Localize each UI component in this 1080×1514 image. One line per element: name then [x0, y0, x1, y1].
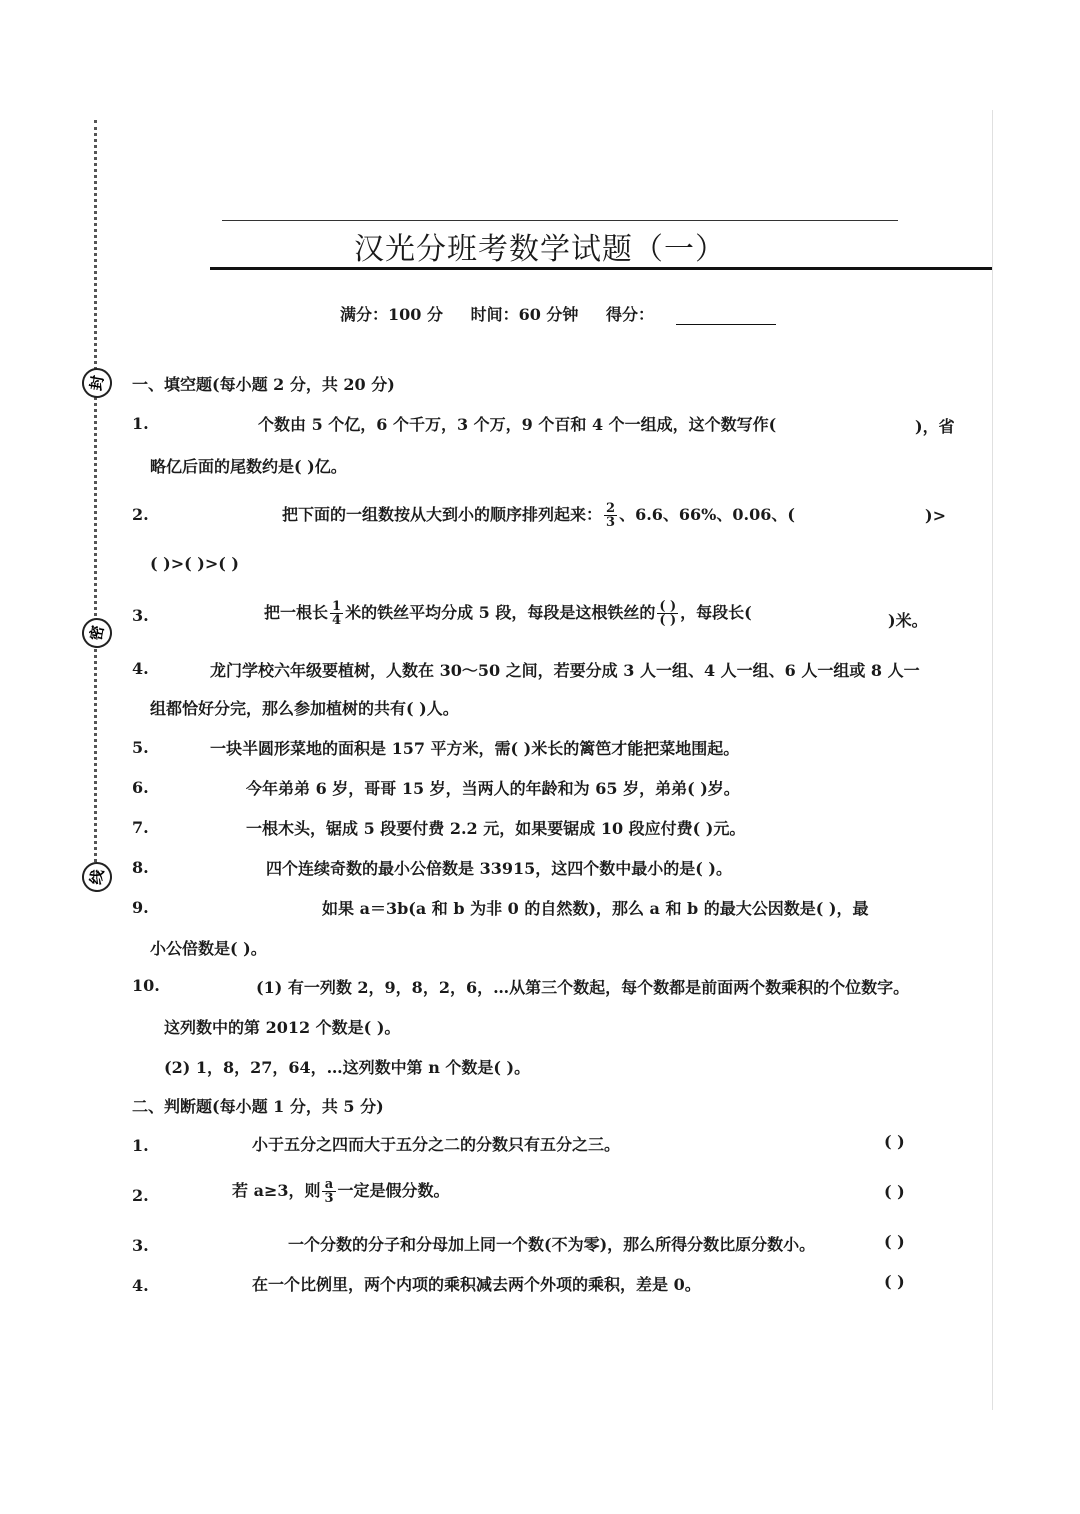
- question-text-part: ，每段长(: [680, 603, 752, 622]
- question-text-part: 把下面的一组数按从大到小的顺序排列起来：: [282, 505, 603, 524]
- question-text: 这列数中的第 2012 个数是( )。: [164, 1018, 401, 1037]
- binding-margin-dotted-line: [94, 120, 97, 880]
- full-score: 满分：100 分: [340, 305, 443, 324]
- fraction-numerator: 1: [332, 599, 342, 614]
- question-number: 2.: [132, 505, 149, 524]
- fraction-denominator: 4: [332, 613, 342, 628]
- question-text: (1) 有一列数 2，9，8，2，6，…从第三个数起，每个数都是前面两个数乘积的个位数字。: [256, 978, 910, 997]
- question-text: (2) 1，8，27，64，…这列数中第 n 个数是( )。: [164, 1058, 531, 1077]
- answer-bracket[interactable]: ( ): [884, 1182, 905, 1201]
- question-text: 四个连续奇数的最小公倍数是 33915，这四个数中最小的是( )。: [266, 859, 732, 878]
- section-fill-heading: 一、填空题(每小题 2 分，共 20 分): [132, 375, 395, 394]
- question-text: 如果 a＝3b(a 和 b 为非 0 的自然数)，那么 a 和 b 的最大公因数是( )，最: [322, 899, 869, 918]
- question-number: 3.: [132, 1236, 149, 1255]
- question-number: 7.: [132, 818, 149, 837]
- question-number: 4.: [132, 659, 149, 678]
- fraction-numerator: 2: [606, 501, 616, 516]
- question-number: 4.: [132, 1276, 149, 1295]
- question-text: 今年弟弟 6 岁，哥哥 15 岁，当两人的年龄和为 65 岁，弟弟( )岁。: [246, 779, 740, 798]
- question-text: 一块半圆形菜地的面积是 157 平方米，需( )米长的篱笆才能把菜地围起。: [210, 739, 740, 758]
- question-text: [282, 502, 795, 529]
- exam-meta: [340, 302, 776, 325]
- fraction-numerator: ( ): [659, 599, 677, 614]
- section-judge-heading: 二、判断题(每小题 1 分，共 5 分): [132, 1097, 384, 1116]
- answer-bracket[interactable]: ( ): [884, 1232, 905, 1251]
- question-text: [264, 600, 752, 627]
- question-number: 5.: [132, 738, 149, 757]
- fraction: [322, 1178, 335, 1205]
- answer-bracket[interactable]: ( ): [884, 1132, 905, 1151]
- question-text: 小于五分之四而大于五分之二的分数只有五分之三。: [252, 1135, 621, 1154]
- question-text-part: 、6.6、66%、0.06、(: [619, 505, 795, 524]
- question-number: 10.: [132, 976, 160, 995]
- fraction-denominator: 3: [606, 515, 616, 530]
- fraction-blank: [657, 600, 678, 627]
- question-text-part: 米的铁丝平均分成 5 段，每段是这根铁丝的: [345, 603, 656, 622]
- question-text: [232, 1178, 450, 1205]
- page-right-edge: [992, 110, 993, 1410]
- question-number: 9.: [132, 898, 149, 917]
- fraction: [330, 600, 343, 627]
- question-text: 小公倍数是( )。: [150, 939, 267, 958]
- question-number: 3.: [132, 606, 149, 625]
- question-text: )，省: [915, 417, 955, 436]
- question-text: 组都恰好分完，那么参加植树的共有( )人。: [150, 699, 459, 718]
- exam-time: 时间：60 分钟: [470, 305, 579, 324]
- margin-stamp-seal: 封: [80, 366, 115, 401]
- page-title: 汉光分班考数学试题（一）: [354, 232, 726, 267]
- question-number: 6.: [132, 778, 149, 797]
- fraction-numerator: a: [322, 1178, 335, 1192]
- question-text-part: 若 a≥3，则: [232, 1181, 321, 1200]
- question-text: ( )>( )>( ): [150, 554, 239, 573]
- answer-bracket[interactable]: ( ): [884, 1272, 905, 1291]
- question-text-part: 一定是假分数。: [337, 1181, 450, 1200]
- question-text: 略亿后面的尾数约是( )亿。: [150, 457, 347, 476]
- fraction: [604, 502, 617, 529]
- question-text: 一个分数的分子和分母加上同一个数(不为零)，那么所得分数比原分数小。: [288, 1235, 816, 1254]
- question-text: 龙门学校六年级要植树，人数在 30～50 之间，若要分成 3 人一组、4 人一组、6 人一组或 8 人一: [210, 661, 920, 680]
- question-number: 8.: [132, 858, 149, 877]
- margin-stamp-secret: 密: [80, 616, 115, 651]
- margin-stamp-line: 线: [80, 860, 115, 895]
- fraction-denominator: ( ): [659, 613, 677, 628]
- score-label: 得分：: [605, 305, 654, 324]
- question-number: 1.: [132, 414, 149, 433]
- question-number: 1.: [132, 1136, 149, 1155]
- score-blank: [676, 308, 776, 325]
- question-text: 个数由 5 个亿，6 个千万，3 个万，9 个百和 4 个一组成，这个数写作(: [258, 415, 777, 434]
- question-text-part: 把一根长: [264, 603, 329, 622]
- question-text: )>: [925, 506, 946, 525]
- question-text: )米。: [888, 611, 928, 630]
- fraction-denominator: 3: [324, 1191, 334, 1206]
- question-text: 在一个比例里，两个内项的乘积减去两个外项的乘积，差是 0。: [252, 1275, 701, 1294]
- title-rule-bottom: [210, 267, 992, 270]
- title-rule-top: [222, 220, 898, 221]
- question-text: 一根木头，锯成 5 段要付费 2.2 元，如果要锯成 10 段应付费( )元。: [246, 819, 746, 838]
- question-number: 2.: [132, 1186, 149, 1205]
